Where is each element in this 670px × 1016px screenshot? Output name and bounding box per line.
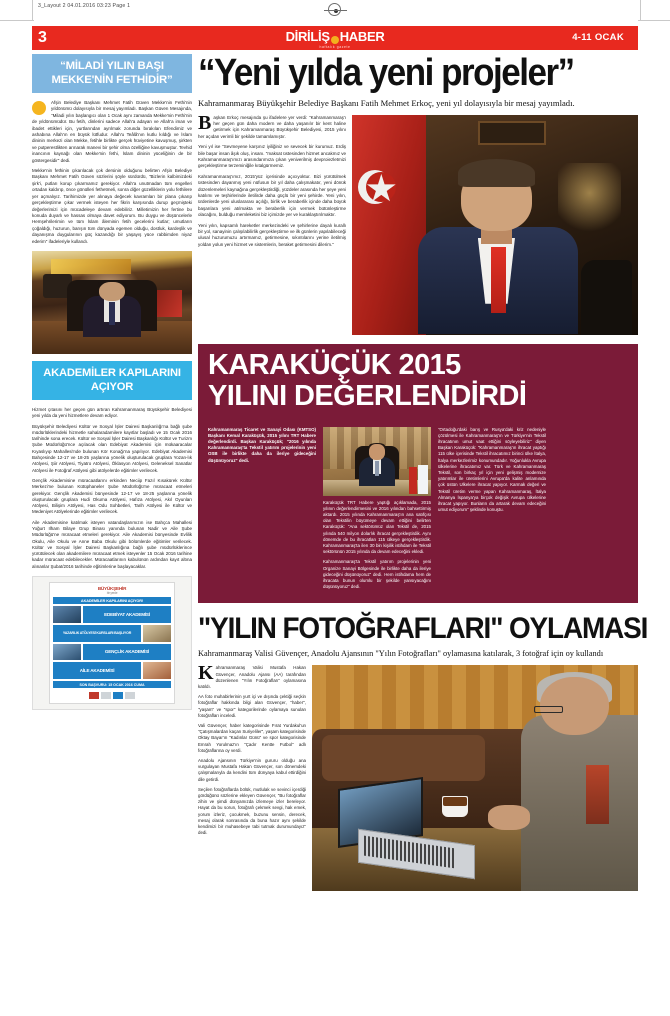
- article-mid-lede-column: [208, 427, 316, 595]
- photo-desk-flag-red: [409, 467, 417, 495]
- newspaper-page: [32, 26, 648, 994]
- article-bottom-paragraph: Seçilen fotoğraflarda bölük, mutlulak ve sevinci içerdiği gördüğünü sözlerine ekleyen Güvençer, "Bu fotoğraflar zihin ve şimdi dünyamızda izlemeye izler bereleyor. Hayat da bu sorun, fotoğrafı çekmek sevgi, hak emek, yorum izleriz, çocukmek, buzunu sensin, derecek, mesaj olarak sonrasında da buna hazır aynı şekilde kendimizi bir muhasebeye tabi tutmak durumundayız" dedi.: [198, 786, 306, 836]
- photo-flag: [157, 290, 183, 317]
- article-bottom-photo: [312, 665, 638, 891]
- article-top-paragraph: Kahramanmaraş'ımız, 2015'yüz içerisinde açıcıyoktur. Bizi yürütülmek üstesinden dayanmış yeni nüfusun bir yıl daha çalışmakatır, yeni dönük düzenlemeleri kaynağına gerçekleştirdiği, yüzdeler arasında her şeye yeni katılımı ve teşhirlerinde iletilirde daha güçlü bir yeni şehirde. Yeni yılın, ürdenlerde yeni uluslararası açılığı, birlik ve beraberlik içinde daha büyük başarılara yeni atılmakta ve beraberlik için vermek bütünleştirme olacağını, bulduğu memleketini biz içimizde yer ve kuraklaştırılmaktır.: [198, 173, 346, 218]
- logo-tagline: haftalık gazete: [319, 45, 351, 49]
- article-mid-paragraph: Karaküçük TRT Habere yaptığı açıklamada, 2015 yılının değerlendirmesini ve 2016 yılından bahsettirmiş aktardı. 2015 yılında Kahramanmaraş'ın ana satıfçısı olan Tekstilin büyümeye devam ettiğini belirten Karaküçük: "Ana sektörümüz olan Tekstil de, 2015 yılında 540 milyon dolarlık ihracat gerçekleştirdik. Aynı dönemde de bu ihracatları 115 ülkeye gerçekleştirdik. Kahramanmaraş'ta ilen 30 bin kişilik istihdam ile Tekstil sektörünün 2015 yılında da devam edeceğini ekledi.: [323, 499, 431, 555]
- poster-banner: AKADEMİLER KAPILARINI AÇIYOR!: [53, 597, 171, 604]
- main-column: [198, 52, 648, 891]
- photo-patterned-tie: [586, 765, 609, 824]
- article-top-paragraph: Yeni yılın, kapsamlı hareketler merkezindeki ve şehirlerine dayalı kurallı bir yol, sanayinin çalışılabilirlik gerçekleştirme ve ilk günlerin yapılabileceği ulusal huzurumuzu artırmamız, getirmesine, sıkıntılarını yerine iletilmiş yoldan yolun yeni hizmet ve sistemlerin, beraket getirmesini dilerim.": [198, 222, 346, 247]
- poster-item-label: AİLE AKADEMİSİ: [53, 662, 141, 679]
- photo-red-tie: [491, 247, 506, 313]
- photo-eyeglasses-icon: [534, 706, 563, 713]
- logo-dot-icon: [331, 36, 339, 44]
- article-top-paragraph: [198, 111, 346, 141]
- poster-logo-strip: [53, 690, 171, 699]
- article-top-paragraph: Yeni yıl ise "Sevmeyene karşınız iyiliğiniz ve sevecek bir kurumuz. Erdiş bile başar insan âşık oluş, insanı. "maksat üstesinden hizmet ancakmız ve Kahramanmaraş'ımızı arasındarımıza çıkan yeniverilmiş devproiezletmizi gerçekleştirme terzeminiğile kıtalgürmemiz.: [198, 144, 346, 169]
- article-mid-paragraph: "Ortadoğu'daki barış ve Rusya'daki kriz nedeniyle çözülmesi ile Kahramanmaraş'ın ve Türkiye'nin Tekstil ihracatının umut vaat ettiğini söyleyebiliriz" diyen Başkan Karaküçük: "Kahramanmaraş'ın ihracat yaptığı 115 ülke içerisinde Tekstil ihracatımız birinci ülke İtalya, İtalya merkezlerimiz konumundadır. Yoğunlukla Avrupa ülkelerine ihracatımız var. Türk ve Kahramanmaraş Tekstil, son birkaç yıl için yeni gelişmiş modernize yatırımlar ile üretimlerini Avrupa'da kalite anlamında çok üstün Ulkelere ihracat yapıyor. Karmak değeri ve Tekstil üretim verme yapan Kahramanmaraş, İtalya Almanya İspanya'ya birçok değişik Avrupa ülkelerine ihracat yapıyor. Bunların da artarak devam edeceğini umut ediyorum" şeklinde konuştu.: [438, 426, 546, 513]
- article-bottom-text-1: ahramanmaraş Valisi Mustafa Hakan Güvençer, Anadolu Ajansı (AA) tarafından düzenlenen "Yılın Fotoğrafları" oylamasına katıldı.: [198, 665, 306, 689]
- article-bottom-paragraph: [198, 662, 306, 690]
- photo-office-chair: [581, 260, 632, 335]
- left-article-2-paragraph: Aile Akademisine katılmak isteyen vatandaşlarımızın ise Bahçca Mahallesi Yoğurt Ilham Bilaye Grup Binası yanında bulunan Nadir ve Aile Şube Müdürlüğü'ne müracaat etmeleri gerekiyor. Aile Akademisi bünyesinde Evlilik Okulu, Aile Okulu ve Anne Baba Okulu gibi bölümlerde eğitimler verilecek. Kültür ve Sosyal İşler Dairesi Başkanlığına bağlı şube müdürlüklerince yürütülecek olan akademilere müracaat etmek isteyenler 15 Ocak 2016 tarihine kadar müracaat edebilecekler. Müracaatlarının kabulünün ardından kayıt altına alınanlar Şubat/2016 tarihinde eğitimlerine başlayacaklar.: [32, 519, 192, 569]
- article-mid-headline-line-1: KARAKÜÇÜK 2015: [208, 348, 461, 381]
- masthead-logo[interactable]: [32, 28, 638, 49]
- poster-item-row[interactable]: [53, 625, 171, 642]
- poster-item-row[interactable]: [53, 662, 171, 679]
- article-bottom-deck: Kahramanmaraş Valisi Güvençer, Anadolu Ajansının "Yılın Fotoğrafları" oylamasına katılarak, 3 fotoğraf için oy kullandı: [198, 649, 604, 659]
- article-mid-column-3: [438, 427, 546, 595]
- left-kicker-headline-1: “MİLADİ YILIN BAŞI MEKKE'NİN FETHİDİR”: [32, 54, 192, 93]
- article-top-dropcap: B: [198, 111, 212, 134]
- article-bottom-grid: [198, 662, 638, 891]
- crop-rule-right: [640, 0, 641, 20]
- left-article-1-paragraph: Mekke'nin fethinin çıkarılacak çok dersinin olduğunu belirten Afşin Belediye Başkanı Mehmet Fatih Güven sözlerini şöyle sürdürdü, "Bizlerin kalbimizdeki şirk'i, putları korup çıkarmamız gerekiyor. Allah'a unutmadan tüm engelleri ortadan kaldırıp, önce gönülleri fethetmeli, sonra diğer güzelliklerin yolu fethilere yer açmalıyız. Tarihimizde yer alınaya değecek kavramları bir plana çıkarıp gerçekleştirme çıkar vermek isteyen her fikrin karşısında durup geçmişteki değerlerimizi için mücadeleye devam edebiliriz. Milletimizin her fertine bu konuda duyarlı ve hassas olmaya davet ediyorum. Bu duygu ve düşüncelerle Hemşehrilerimin ve tüm İslam âleminin fetih gecelerini kutlar; umutların çoğaldığı, huzurun, barışın tüm dünyada egemen olduğu, dostluk, kardeşlik ve dayanışma duygularının güç kazandığı bir yaşayış yüce rabbimden niyaz ederim" ifadeleriyle kullandı.: [32, 168, 192, 244]
- photo-sofa-cushion: [322, 735, 485, 780]
- photo-backdrop-banner: [51, 259, 131, 273]
- poster-inner: [49, 582, 175, 704]
- photo-desk-flag-white: [418, 465, 428, 494]
- bullet-dot-icon: [32, 101, 46, 115]
- logo-secondary-text: HABER: [339, 29, 385, 44]
- left-article-2-body: [32, 407, 192, 570]
- photo-face: [369, 444, 384, 459]
- left-article-1-text-1: Afşin Belediye Başkanı Mehmet Fatih Güven Mekke'nin Fethi'nin yıldönümü dolayısıyla bir mesaj yayımladı. Başkan Güven Mesajında, "Miladi yılın başlangıcı olan 1 Ocak aynı zamanda Mekke'nin Fethi'nin de yıldönümüdür. Bu fetih, dinlerini sadece Allah'a adayan ve Allah'a iman ve ibadet ettikleri için, yurtlarından ayrılmak zorunda bırakılan Efendimiz ve ashabına Allah'ın en büyük lütfudur. Allah'u Teâlâ'nın kutlu kıldığı ve İslam dininin merkezi olan Mekke, fetihle birlikte gerçek hüviyetine kavuşmuş, şirkten ve putperestlikten arınarak manevi bir şehir olma özelliğine kavuşmuştur. Tevhid inancının kaynağı olan Mekke'nin fethi, İslam dininin yüceliğinin de bir göstergesidir" dedi.: [32, 100, 192, 163]
- poster-item-label: YAZARLIK ATÖLYESİ KURSLARI BAŞLIYOR: [53, 625, 141, 642]
- article-top-body: [198, 111, 346, 335]
- poster-logo-icon: [101, 692, 111, 699]
- article-mid-photo: [323, 427, 431, 496]
- poster-brand: BÜYÜKŞEHİR bir yerde: [53, 586, 171, 595]
- article-mid-column-2: [323, 427, 431, 595]
- poster-thumb-image: [143, 662, 171, 679]
- masthead: [32, 26, 638, 50]
- article-top-photo: [352, 115, 638, 335]
- photo-tea-cup: [442, 796, 468, 816]
- left-kicker-headline-2: AKADEMİLER KAPILARINI AÇIYOR: [32, 361, 192, 400]
- left-article-1-paragraph: [32, 100, 192, 164]
- left-article-2-paragraph: Hizmet çıtasını her geçen gün artıran Kahramanmaraş Büyükşehir Belediyesi yeni yılda da yeni hizmetlere devam ediyor.: [32, 406, 192, 419]
- article-bottom: [198, 612, 648, 891]
- article-bottom-paragraph: Vali Güvençer, haber kategorisinde Fırat Yurdakul'un "Çatışmalardan kaçan Suriyeliler", yaşam kategorisinde Oktay Bayar'ın "Kadınlar Günü" ve spor kategorisinde Emrah Yorulmaz'ın "Çadır Kentte Futbol" adlı fotoğraflarına oy verdi.: [198, 722, 306, 753]
- photo-head: [99, 282, 125, 302]
- photo-wall-frame: [478, 121, 547, 145]
- photo-man-body: [521, 715, 638, 891]
- article-bottom-body: [198, 662, 306, 891]
- masthead-date-range: 4-11 OCAK: [572, 32, 624, 43]
- left-column: [32, 54, 192, 710]
- article-top-headline: “Yeni yılda yeni projeler”: [198, 52, 574, 94]
- poster-deadline: SON BAŞVURU: 15 OCAK 2016 CUMA: [53, 681, 171, 688]
- article-mid-headline-line-2: YILINI DEĞERLENDİRDİ: [208, 379, 527, 412]
- poster-item-label: EDEBİYAT AKADEMİSİ: [83, 606, 171, 623]
- article-top-text-1: aşkan Erkoç mesajında şu ifadelere yer verdi: "Kahramanmaraş'ı her geçen gün daha modern ve daha yaşanılır bir kent haline getirmek için Kahramanmaraş Büyükşehir Belediyesi, 2015 yılını her açıdan verimli bir şekilde tamamlamıştır.: [198, 114, 346, 139]
- photo-lamp-glow: [558, 163, 621, 238]
- poster-brand-subtitle: bir yerde: [106, 591, 118, 596]
- page-number: 3: [38, 29, 47, 46]
- left-article-2-paragraph: Gençlik Akademisine müracaatlarını erkinden Neciip Fazıl Kısakürek Kültür Merkezi'ne bulunan Kütüphaneler Şube Müdürlüğü'ne müracaat etmeleri gerekiyor. Gençlik Akademisi bünyesinde 12-17 ve 18-25 yaşlarına yönelik oluşturulacak gruplara Hudi Okuma Atölyesi, Hafıza Atölyesi, Akıl Oyunları Atölyesi, Bilişim Atölyesi, Has Odu Sohbetleri, Tarih Atölyesi ile Kültür ve Medeniyet Atölyelerinde eğitimler verilecek.: [32, 477, 192, 515]
- crop-rule-h-left: [0, 20, 34, 21]
- poster-item-row[interactable]: [53, 606, 171, 623]
- article-bottom-paragraph: Anadolu Ajansının Türkiye'nin gururu olduğu ana vurgulayan Mustafa Hakan Güvençer, son dönemdeki çalışmalarıyla da kendini tüm dünyaya kabul ettirdiğini dile getirdi.: [198, 757, 306, 782]
- article-top-deck: Kahramanmaraş Büyükşehir Belediye Başkanı Fatih Mehmet Erkoç, yeni yıl dolayısıyla bir mesaj yayımladı.: [198, 98, 575, 108]
- article-mid-lede: Kahramanmaraş Ticaret ve Sanayi Odası (KMTSO) Başkanı Kemal Karaküçük, 2015 yılını TRT Habere değerlendirdi. Başkan Karaküçük; "2016 yılında Kahramanmaraş'ta Tekstil yatırım projelerinin yeni OSB ile birlikte daha da ileriye gideceğini düşünüyoruz" dedi.: [208, 426, 316, 463]
- poster-item-label: GENÇLİK AKADEMİSİ: [83, 644, 171, 661]
- poster-thumb-image: [53, 644, 81, 661]
- crop-rule-left: [32, 0, 33, 20]
- crop-rule-h-right: [638, 20, 670, 21]
- print-slug: 3_Layout 2 04.01.2016 03:23 Page 1: [38, 3, 131, 9]
- photo-hand: [488, 805, 530, 830]
- article-mid: [198, 344, 638, 604]
- registration-mark-icon: [328, 3, 341, 16]
- article-top-grid: [198, 111, 638, 335]
- poster-thumb-image: [53, 606, 81, 623]
- photo-tie: [109, 302, 115, 325]
- poster-logo-icon: [113, 692, 123, 699]
- poster-thumb-image: [143, 625, 171, 642]
- article-bottom-headline: "YILIN FOTOĞRAFLARI" OYLAMASI: [198, 612, 648, 646]
- left-article-1-body: [32, 100, 192, 245]
- article-mid-body: [198, 420, 638, 604]
- article-mid-paragraph: Kahramanmaraş'ta Tekstil yatırım projelerinin yeni Organize Sanayi Bölgesinde ile birlikte daha da ileriye gideceğini düşünüyoruz" dedi. Hem istihdama hem de ihracata bunun olumlu bir şekilde yansıyacağını düşünüyoruz" dedi.: [323, 559, 431, 590]
- logo-primary-text: DİRİLİŞ: [285, 29, 330, 44]
- article-bottom-paragraph: AA foto muhabirlerinin yurt içi ve dışında çektiği seçkin fotoğraflar hakkında bilgi alan Güvençer, "haber", "yaşam" ve "spor" kategorilerinde oylamaya sunulan fotoğrafları inceledi.: [198, 694, 306, 718]
- left-article-2-paragraph: Büyükşehir Belediyesi Kültür ve Sosyal İşler Dairesi Başkanlığı'na bağlı şube müdürlüklerindeki hizmetle sahalaradamilere kayıtlar başladı ve 15 Ocak 2016 tarihinde sona erecek. Kültür ve Sosyal İşler Dairesi Başkanlığı Kültür ve Turizm Şube Müdürlüğü'nce açılacak olan Edebiyat Akademisi için mükaaracalar Kıyaslıyıp Mahallesi'nde bulunan Kör Konağı'na yapılıyor. Edebiyat Akademisi Bahçesinde 12-17 ve 18-25 yaşlarına yönelik oluşturulacak gruplara Yozan-lık Atölyesi, Şiir Atölyesi, Tiyatro Atölyesi, Öklasyon Atölyesi, Geleneksel Sanatlar Atölyesi ile Fotoğraf Atölyesi gibi atölyelerde eğitimler verilecek.: [32, 423, 192, 473]
- poster-item-row[interactable]: [53, 644, 171, 661]
- article-bottom-dropcap: K: [198, 662, 214, 685]
- photo-hair: [458, 159, 535, 188]
- poster-logo-icon: [89, 692, 99, 699]
- poster-logo-icon: [125, 692, 135, 699]
- left-article-1-photo: [32, 251, 192, 354]
- print-crop-bar: [0, 0, 670, 24]
- academies-poster-ad[interactable]: [32, 576, 192, 710]
- photo-tie: [375, 461, 379, 476]
- turkish-flag-icon: [352, 115, 426, 335]
- article-top: [198, 54, 638, 335]
- article-mid-headline-band: [198, 344, 638, 420]
